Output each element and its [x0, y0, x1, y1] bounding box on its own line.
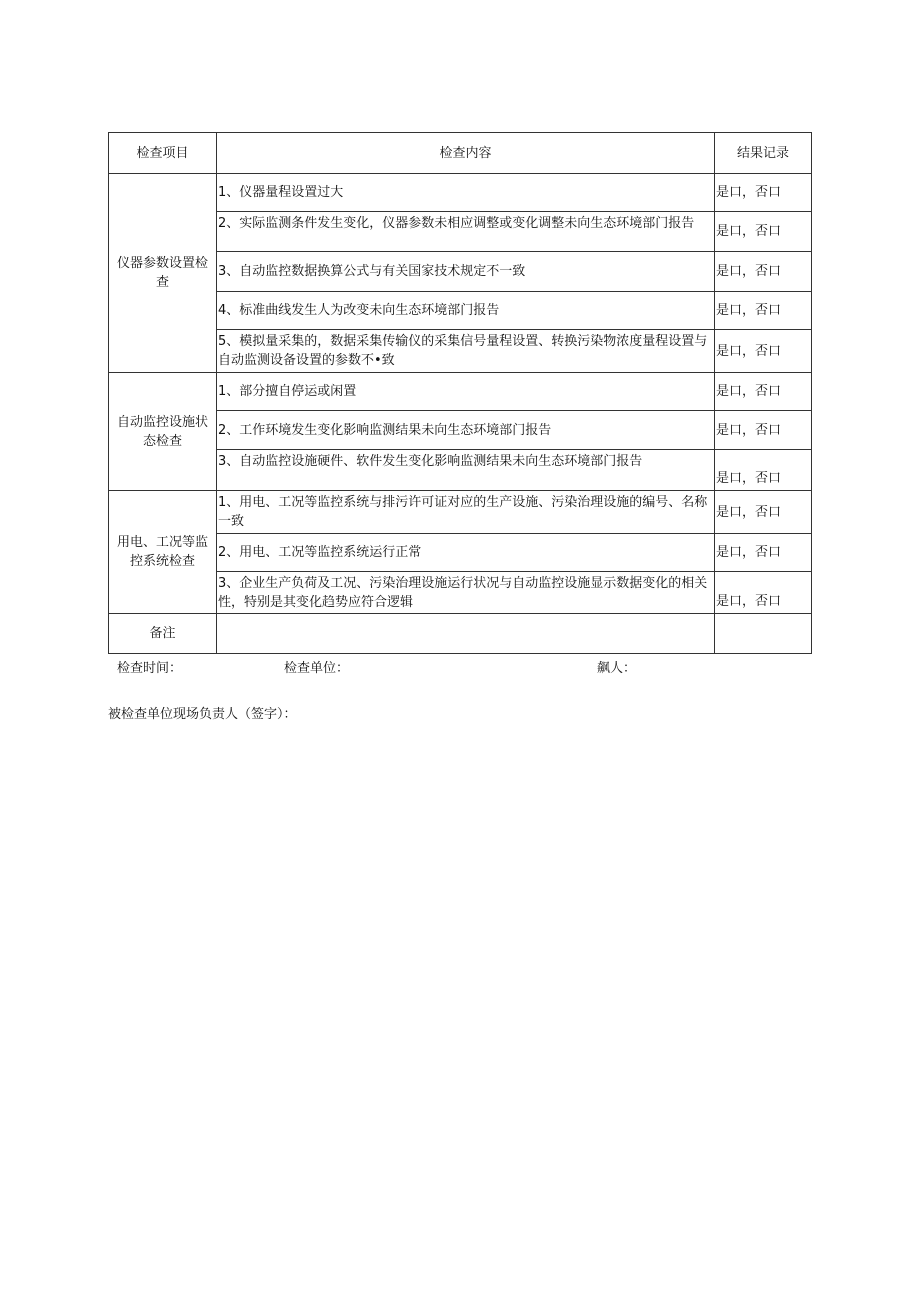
remarks-label: 备注 — [109, 614, 217, 654]
row-result[interactable]: 是口，否口 — [715, 491, 812, 534]
row-result[interactable]: 是口，否口 — [715, 373, 812, 411]
row-content: 1、用电、工况等监控系统与排污许可证对应的生产设施、污染治理设施的编号、名称一致 — [217, 491, 715, 534]
row-result[interactable]: 是口，否口 — [715, 330, 812, 373]
header-item: 检查项目 — [109, 133, 217, 174]
row-result[interactable]: 是口，否口 — [715, 411, 812, 450]
row-content: 3、自动监控设施硬件、软件发生变化影响监测结果未向生态环境部门报告 — [217, 450, 715, 491]
table-header-row — [109, 133, 812, 174]
row-result[interactable]: 是口，否口 — [715, 212, 812, 252]
table-row — [109, 174, 812, 212]
category-instrument-params: 仪器参数设置检查 — [109, 174, 217, 373]
row-content: 5、模拟量采集的，数据采集传输仪的采集信号量程设置、转换污染物浓度量程设置与自动监测设备设置的参数不•致 — [217, 330, 715, 373]
category-monitoring-system: 用电、工况等监控系统检查 — [109, 491, 217, 614]
row-result[interactable]: 是口，否口 — [715, 252, 812, 292]
row-content: 2、工作环境发生变化影响监测结果未向生态环境部门报告 — [217, 411, 715, 450]
inspection-table — [108, 132, 812, 654]
inspection-form — [108, 132, 811, 654]
row-result[interactable]: 是口，否口 — [715, 174, 812, 212]
remarks-field[interactable] — [217, 614, 715, 654]
row-content: 4、标准曲线发生人为改变未向生态环境部门报告 — [217, 292, 715, 330]
row-result[interactable]: 是口，否口 — [715, 292, 812, 330]
category-facility-status: 自动监控设施状态检查 — [109, 373, 217, 491]
table-row — [109, 373, 812, 411]
signature-label: 被检查单位现场负责人（签字）： — [108, 707, 297, 722]
row-result[interactable]: 是口，否口 — [715, 572, 812, 614]
row-content: 1、仪器量程设置过大 — [217, 174, 715, 212]
inspector-label: 飙人： — [597, 661, 637, 676]
row-content: 1、部分擅自停运或闲置 — [217, 373, 715, 411]
header-content: 检查内容 — [217, 133, 715, 174]
table-row — [109, 491, 812, 534]
inspection-time-label: 检查时间： — [117, 661, 183, 676]
row-result[interactable]: 是口，否口 — [715, 534, 812, 572]
remarks-row — [109, 614, 812, 654]
header-result: 结果记录 — [715, 133, 812, 174]
row-content: 3、企业生产负荷及工况、污染治理设施运行状况与自动监控设施显示数据变化的相关性，特别是其变化趋势应符合逻辑 — [217, 572, 715, 614]
row-content: 2、用电、工况等监控系统运行正常 — [217, 534, 715, 572]
inspection-unit-label: 检查单位： — [284, 661, 350, 676]
remarks-result-field[interactable] — [715, 614, 812, 654]
row-content: 2、实际监测条件发生变化，仪器参数未相应调整或变化调整未向生态环境部门报告 — [217, 212, 715, 252]
row-content: 3、自动监控数据换算公式与有关国家技术规定不一致 — [217, 252, 715, 292]
row-result[interactable]: 是口，否口 — [715, 450, 812, 491]
